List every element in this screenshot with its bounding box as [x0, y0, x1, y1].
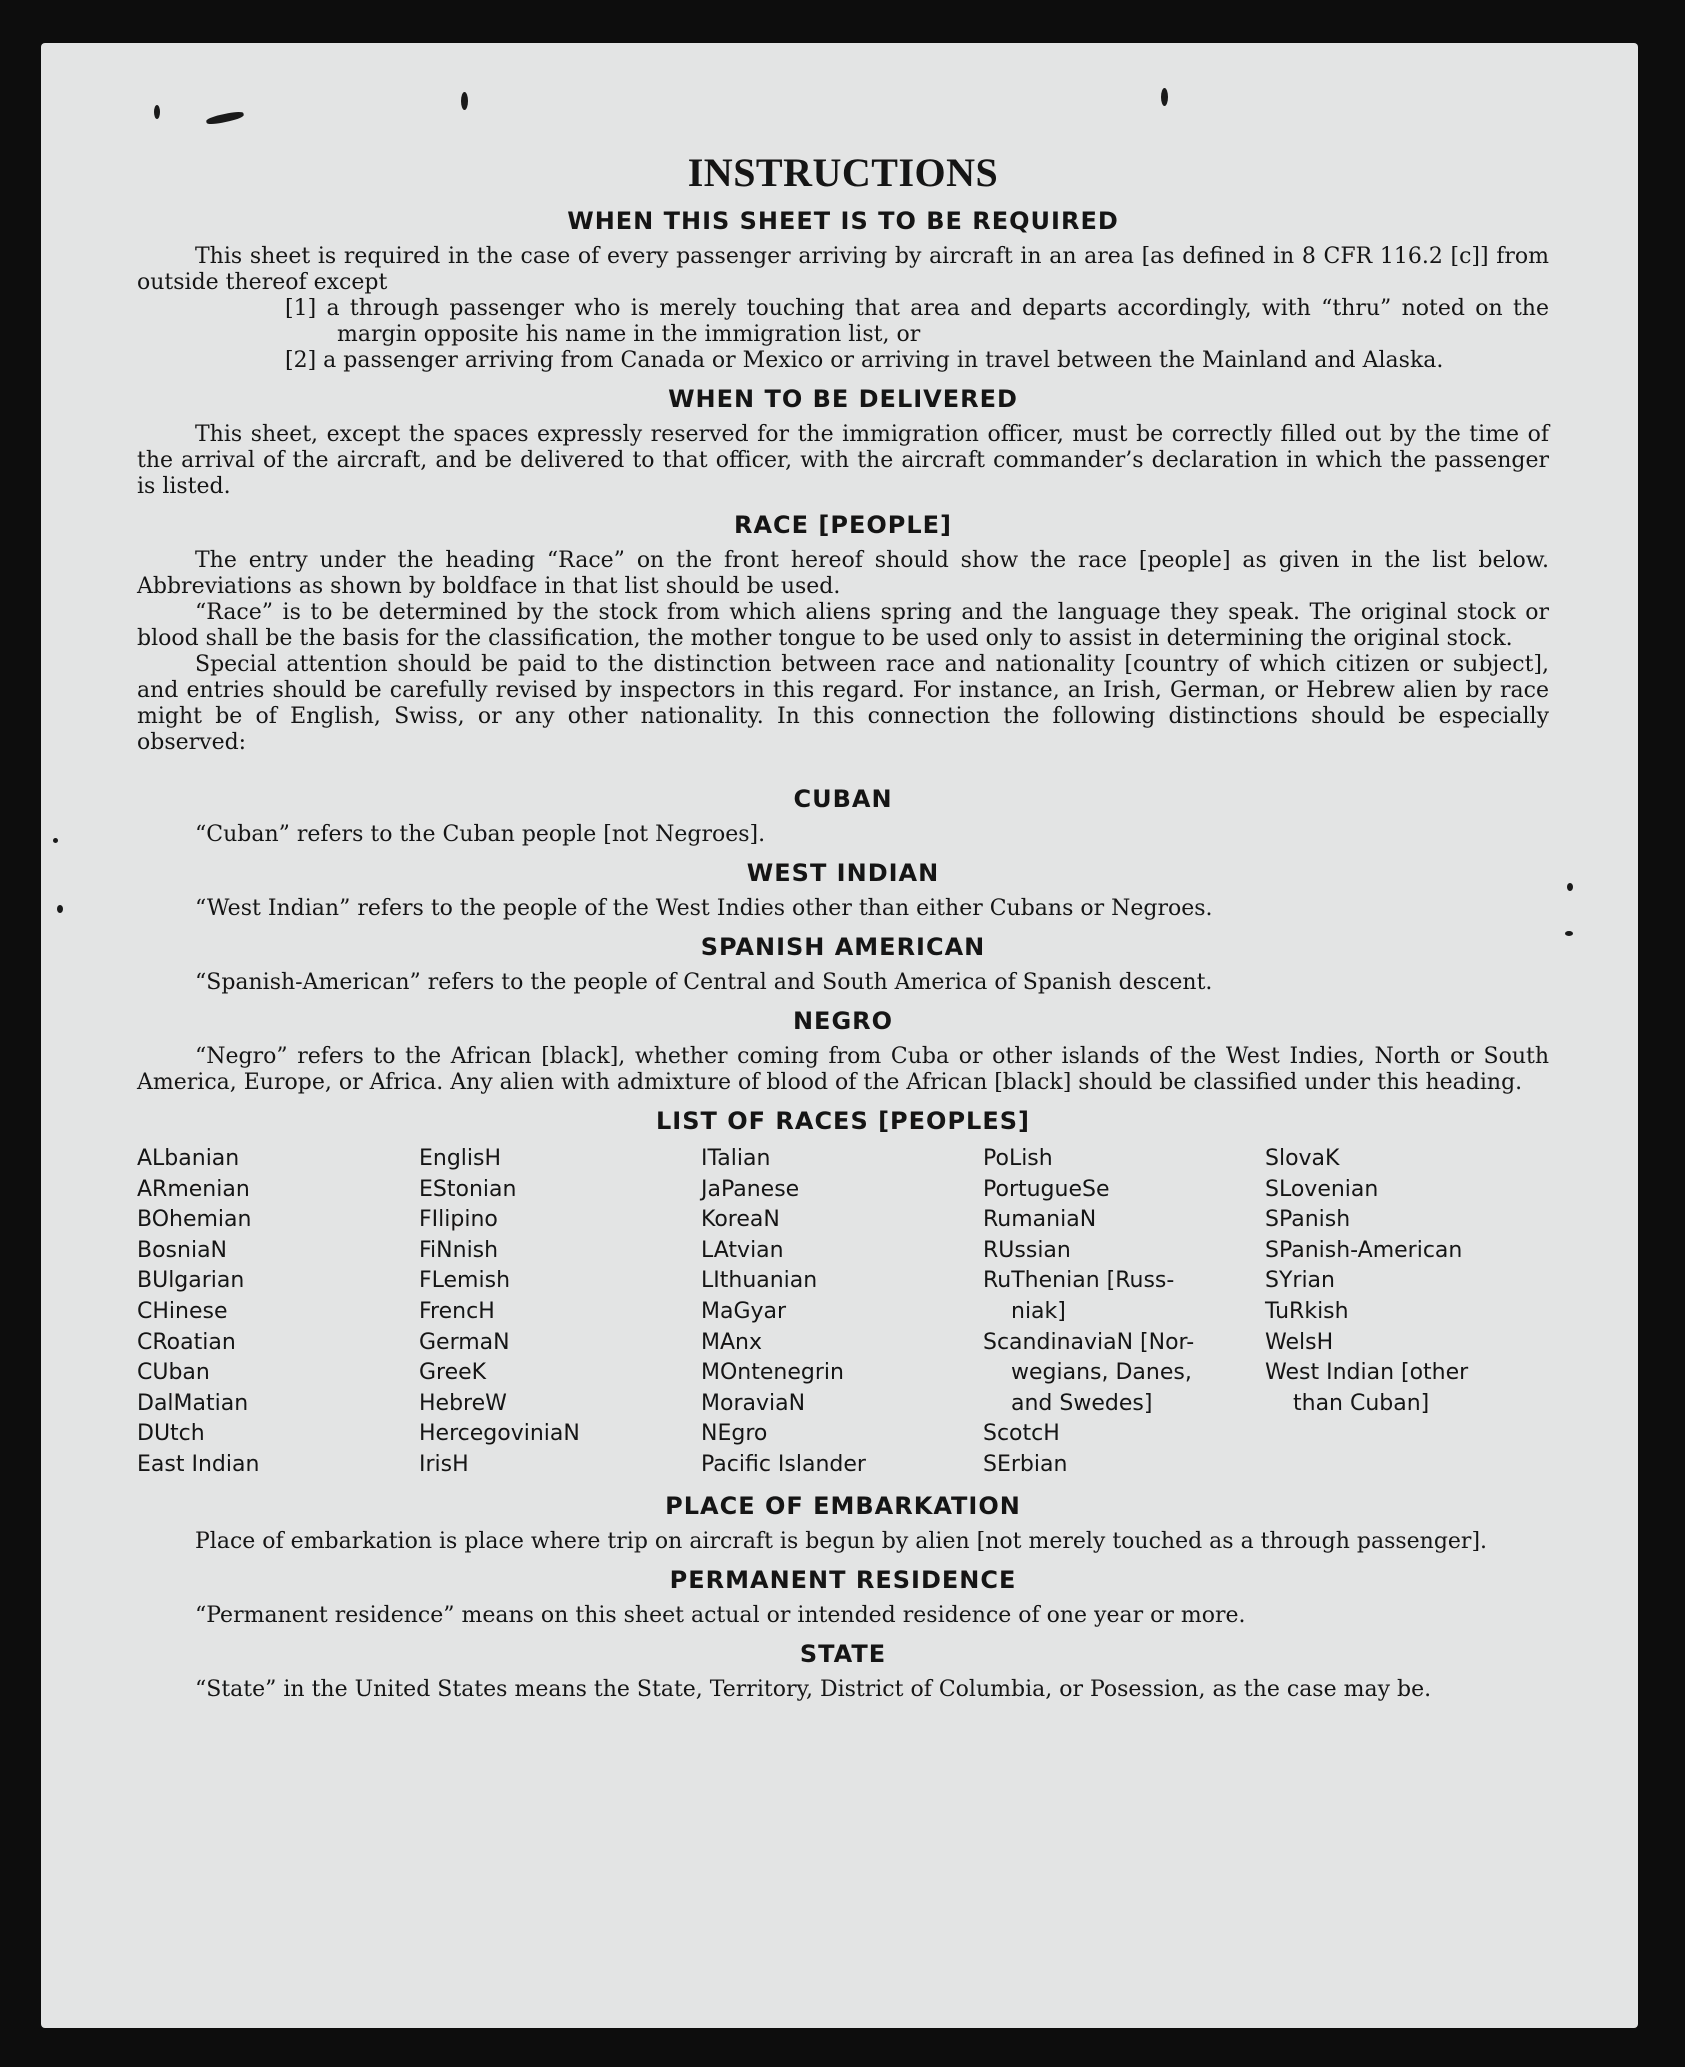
race-item: HercegoviniaN: [419, 1421, 580, 1447]
race-item: IrisH: [419, 1451, 469, 1477]
heading-embarkation: PLACE OF EMBARKATION: [665, 1491, 1021, 1520]
race-item: FrencH: [419, 1298, 495, 1324]
race-item: RUssian: [983, 1237, 1071, 1263]
race-item: Pacific Islander: [701, 1451, 866, 1477]
race-item: BOhemian: [137, 1207, 252, 1233]
race-item: GreeK: [419, 1360, 487, 1386]
race-item: MoraviaN: [701, 1390, 806, 1416]
races-column: [419, 1144, 701, 1481]
paragraph-when-delivered: This sheet, except the spaces expressly reserved for the immigration officer, must be correctly filled out by the time of the arrival of the aircraft, and be delivered to that officer, with the aircraft commander’s declaration in which the passenger is listed.: [137, 422, 1549, 499]
exception-item-2: [2] a passenger arriving from Canada or Mexico or arriving in travel between the Mainland and Alaska.: [285, 348, 1444, 373]
race-item: BosniaN: [137, 1237, 228, 1263]
heading-spanish-american: SPANISH AMERICAN: [700, 933, 986, 961]
page-title: INSTRUCTIONS: [687, 150, 999, 195]
race-item: LIthuanian: [701, 1268, 818, 1294]
race-item: CHinese: [137, 1298, 228, 1324]
race-item: ARmenian: [137, 1176, 250, 1202]
heading-state: STATE: [799, 1639, 887, 1668]
race-item: CRoatian: [137, 1329, 236, 1355]
race-item: RumaniaN: [983, 1207, 1097, 1233]
paragraph-spanish-american: “Spanish-American” refers to the people of Central and South America of Spanish descent.: [195, 970, 1213, 995]
race-item: West Indian [other: [1265, 1360, 1469, 1386]
race-item: MOntenegrin: [701, 1360, 844, 1386]
race-item: FLemish: [419, 1268, 511, 1294]
race-item: EnglisH: [419, 1146, 502, 1171]
heading-race: RACE [PEOPLE]: [733, 511, 953, 539]
race-item: CUban: [137, 1360, 210, 1386]
heading-west-indian: WEST INDIAN: [746, 859, 940, 887]
heading-residence: PERMANENT RESIDENCE: [669, 1565, 1017, 1594]
paragraph-race-2: “Race” is to be determined by the stock from which aliens spring and the language they speak. The original stock or blood shall be the basis for the classification, the mother tongue to be used only to assist in determining the original stock.: [137, 600, 1549, 651]
race-item: East Indian: [137, 1451, 260, 1477]
races-list: [137, 1144, 1549, 1481]
heading-when-delivered: WHEN TO BE DELIVERED: [668, 385, 1018, 413]
paragraph-cuban: “Cuban” refers to the Cuban people [not Negroes].: [195, 822, 766, 847]
races-column: [701, 1144, 983, 1481]
paragraph-negro: “Negro” refers to the African [black], whether coming from Cuba or other islands of the West Indies, North or South America, Europe, or Africa. Any alien with admixture of blood of the African [black] should be classified under this heading.: [137, 1044, 1549, 1095]
race-item: ALbanian: [137, 1146, 240, 1171]
race-item: EStonian: [419, 1176, 517, 1202]
heading-list-of-races: LIST OF RACES [PEOPLES]: [656, 1107, 1030, 1135]
race-item: niak]: [1011, 1298, 1066, 1324]
race-item: RuThenian [Russ-: [983, 1268, 1175, 1294]
race-item: KoreaN: [701, 1207, 780, 1233]
race-item: LAtvian: [701, 1237, 784, 1263]
heading-when-required: WHEN THIS SHEET IS TO BE REQUIRED: [567, 207, 1119, 235]
race-item: wegians, Danes,: [1011, 1360, 1192, 1386]
paragraph-race-1: The entry under the heading “Race” on the front hereof should show the race [people] as given in the list below. Abbreviations as shown by boldface in that list should be used.: [137, 548, 1549, 599]
race-item: PoLish: [983, 1146, 1053, 1171]
race-item: SlovaK: [1265, 1146, 1340, 1171]
race-item: JaPanese: [701, 1176, 800, 1202]
race-item: FIlipino: [419, 1207, 498, 1233]
race-item: PortugueSe: [983, 1176, 1110, 1202]
exception-item-1: [1] a through passenger who is merely touching that area and departs accordingly, with “thru” noted on the margin opposite his name in the immigration list, or: [285, 296, 1549, 347]
races-column: [137, 1144, 419, 1481]
race-item: SErbian: [983, 1451, 1068, 1477]
race-item: GermaN: [419, 1329, 510, 1355]
race-item: SPanish: [1265, 1207, 1351, 1233]
paragraph-state: “State” in the United States means the State, Territory, District of Columbia, or Posession, as the case may be.: [195, 1676, 1432, 1702]
paragraph-race-3: Special attention should be paid to the distinction between race and nationality [country of which citizen or subject], and entries should be carefully revised by inspectors in this regard. For instance, an Irish, German, or Hebrew alien by race might be of English, Swiss, or any other nationality. In this connection the following distinctions should be especially observed:: [137, 652, 1549, 755]
race-item: ScandinaviaN [Nor-: [983, 1329, 1195, 1355]
race-item: NEgro: [701, 1421, 768, 1447]
race-item: BUlgarian: [137, 1268, 245, 1294]
race-item: FiNnish: [419, 1237, 499, 1263]
instructions-content: [137, 150, 1549, 1703]
paragraph-when-required: This sheet is required in the case of every passenger arriving by aircraft in an area [as defined in 8 CFR 116.2 [c]] from outside thereof except: [137, 244, 1549, 295]
race-item: MAnx: [701, 1329, 762, 1355]
race-item: DUtch: [137, 1421, 205, 1447]
race-item: MaGyar: [701, 1298, 787, 1324]
race-item: ScotcH: [983, 1421, 1060, 1447]
heading-cuban: CUBAN: [793, 785, 893, 813]
heading-negro: NEGRO: [792, 1007, 894, 1035]
race-item: TuRkish: [1265, 1298, 1349, 1324]
paragraph-west-indian: “West Indian” refers to the people of the West Indies other than either Cubans or Negroes.: [195, 896, 1213, 921]
race-item: SPanish-American: [1265, 1237, 1463, 1263]
race-item: SYrian: [1265, 1268, 1335, 1294]
race-item: SLovenian: [1265, 1176, 1379, 1202]
race-item: HebreW: [419, 1390, 507, 1416]
race-item: WelsH: [1265, 1329, 1334, 1355]
races-column: [983, 1144, 1265, 1481]
race-item: DalMatian: [137, 1390, 249, 1416]
races-column: [1265, 1144, 1549, 1481]
paragraph-residence: “Permanent residence” means on this sheet actual or intended residence of one year or more.: [195, 1602, 1246, 1628]
paragraph-embarkation: Place of embarkation is place where trip on aircraft is begun by alien [not merely touched as a through passenger].: [195, 1528, 1488, 1554]
race-item: and Swedes]: [1011, 1390, 1153, 1416]
race-item: ITalian: [701, 1146, 771, 1171]
race-item: than Cuban]: [1293, 1390, 1430, 1416]
